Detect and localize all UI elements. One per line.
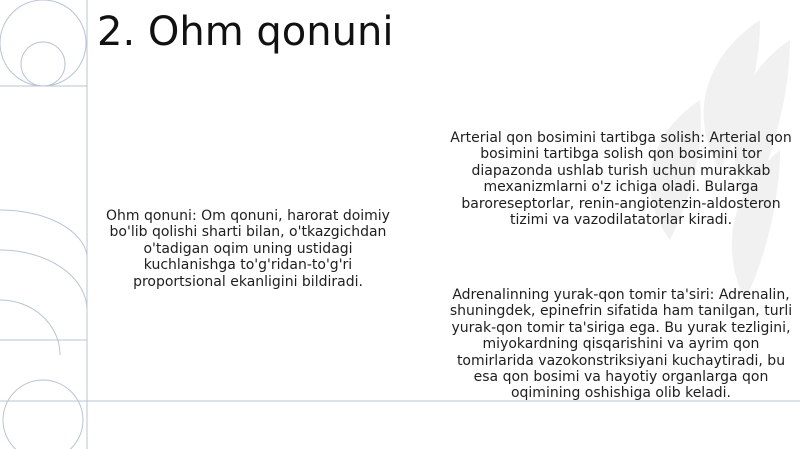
circle-bottom <box>3 380 83 449</box>
paragraph-ohm-law: Ohm qonuni: Om qonuni, harorat doimiy bo'lib qolishi sharti bilan, o'tkazgichdan o'tadigan oqim uning ustidagi kuchlanishga to'g'ridan-to'g'ri proportsional ekanligini bildiradi. <box>106 208 390 290</box>
middle-arc-3 <box>0 300 60 355</box>
slide-title: 2. Ohm qonuni <box>97 9 394 55</box>
middle-arc-1 <box>0 210 87 255</box>
large-circle-top <box>0 0 86 86</box>
paragraph-blood-pressure: Arterial qon bosimini tartibga solish: Arterial qon bosimini tartibga solish qon bosimini tor diapazonda ushlab turish uchun murakkab mexanizmlarni o'z ichiga oladi. Bularga baroreseptorlar, renin-angiotenzin-aldosteron tizimi va vazodilatatorlar kiradi. <box>450 130 792 229</box>
small-circle-top <box>21 42 65 86</box>
paragraph-adrenaline: Adrenalinning yurak-qon tomir ta'siri: Adrenalin, shuningdek, epinefrin sifatida ham tanilgan, turli yurak-qon tomir ta'siriga ega. Bu yurak tezligini, miyokardning qisqarishini va ayrim qon tomirlarida vazokonstriksiyani kuchaytiradi, bu esa qon bosimi va hayotiy organlarga qon oqimining oshishiga olib keladi. <box>449 287 793 402</box>
